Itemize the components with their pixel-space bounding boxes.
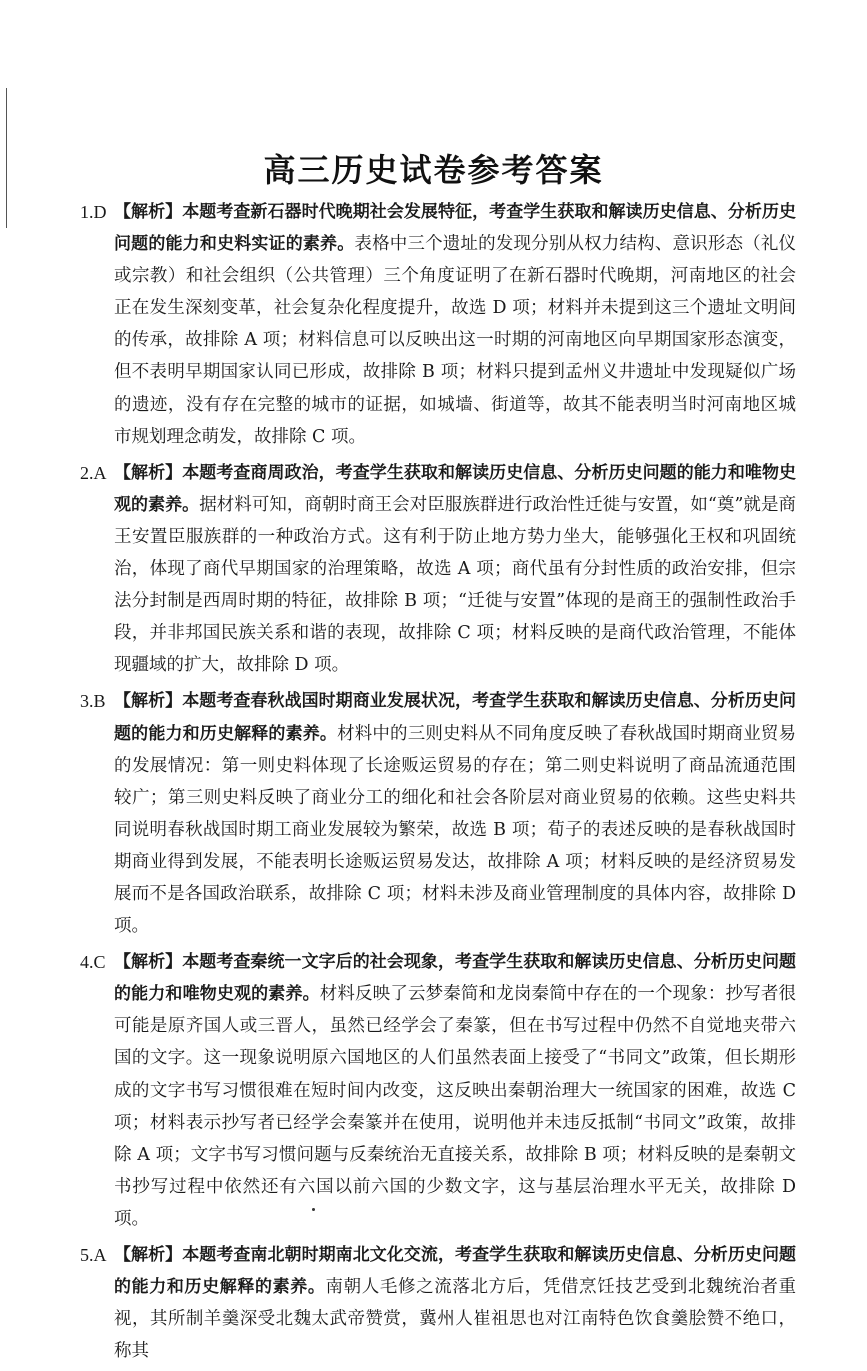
answer-text: 材料中的三则史料从不同角度反映了春秋战国时期商业贸易的发展情况：第一则史料体现了长途贩运贸易的存在；第二则史料说明了商品流通范围较广；第三则史料反映了商业分工的细化和社会各阶层对商业贸易的依赖。这些史料共同说明春秋战国时期工商业发展较为繁荣，故选 B 项；荀子的表述反映的是春秋战国时期商业得到发展，不能表明长途贩运贸易发达，故排除 A 项；材料反映的是经济贸易发展而不是各国政治联系，故排除 C 项；材料未涉及商业管理制度的具体内容，故排除 D 项。 <box>114 723 797 937</box>
answer-number: 1.D <box>80 202 107 222</box>
answer-intro: 本题考查秦统一文字后的社会现象，考查学生获取和解读历史信息、分析历史问题的能力和唯物史观的素养。 <box>114 952 797 1005</box>
answer-number: 2.A <box>80 462 107 483</box>
answer-item-3 <box>80 685 796 942</box>
answer-number: 4.C <box>80 952 106 973</box>
answer-text: 表格中三个遗址的发现分别从权力结构、意识形态（礼仪或宗教）和社会组织（公共管理）三个角度证明了在新石器时代晚期，河南地区的社会正在发生深刻变革，社会复杂化程度提升，故选 D 项；材料并未提到这三个遗址文明间的传承，故排除 A 项；材料信息可以反映出这一时期的河南地区向早期国家形态演变，但不表明早期国家认同已形成，故排除 B 项；材料只提到孟州义井遗址中发现疑似广场的遗迹，没有存在完整的城市的证据，如城墙、街道等，故其不能表明当时河南地区城市规划理念萌发，故排除 C 项。 <box>114 234 797 447</box>
answer-intro: 本题考查商周政治，考查学生获取和解读历史信息、分析历史问题的能力和唯物史观的素养。 <box>114 462 797 515</box>
page-title: 高三历史试卷参考答案 <box>263 151 604 190</box>
page-mark <box>312 1208 315 1211</box>
answer-text: 材料反映了云梦秦简和龙岗秦简中存在的一个现象：抄写者很可能是原齐国人或三晋人，虽然已经学会了秦篆，但在书写过程中仍然不自觉地夹带六国的文字。这一现象说明原六国地区的人们虽然表面上接受了“书同文”政策，但长期形成的文字书写习惯很难在短时间内改变，这反映出秦朝治理大一统国家的困难，故选 C 项；材料表示抄写者已经学会秦篆并在使用，说明他并未违反抵制“书同文”政策，故排除 A 项；文字书写习惯问题与反秦统治无直接关系，故排除 B 项；材料反映的是秦朝文书抄写过程中依然还有六国以前六国的少数文字，这与基层治理水平无关，故排除 D 项。 <box>114 984 797 1229</box>
answer-item-2 <box>80 457 796 682</box>
answer-intro: 本题考查南北朝时期南北文化交流，考查学生获取和解读历史信息、分析历史问题的能力和历史解释的素养。 <box>114 1245 797 1298</box>
answer-list <box>80 196 796 1371</box>
answer-intro: 本题考查春秋战国时期商业发展状况，考查学生获取和解读历史信息、分析历史问题的能力和历史解释的素养。 <box>114 691 797 744</box>
analysis-tag: 【解析】 <box>114 462 183 483</box>
analysis-tag: 【解析】 <box>114 1245 183 1265</box>
analysis-tag: 【解析】 <box>114 202 183 222</box>
analysis-tag: 【解析】 <box>114 952 183 973</box>
answer-number: 3.B <box>80 691 106 712</box>
answer-text: 南朝人毛修之流落北方后，凭借烹饪技艺受到北魏统治者重视，其所制羊羹深受北魏太武帝赞赏，冀州人崔祖思也对江南特色饮食羹脍赞不绝口，称其 <box>114 1277 797 1362</box>
answer-item-5 <box>80 1239 796 1367</box>
answer-item-1 <box>80 196 796 453</box>
answer-text: 据材料可知，商朝时商王会对臣服族群进行政治性迁徙与安置，如“奠”就是商王安置臣服族群的一种政治方式。这有利于防止地方势力坐大，能够强化王权和巩固统治，体现了商代早期国家的治理策略，故选 A 项；商代虽有分封性质的政治安排，但宗法分封制是西周时期的特征，故排除 B 项；“迁徙与安置”体现的是商王的强制性政治手段，并非邦国民族关系和谐的表现，故排除 C 项；材料反映的是商代政治管理，不能体现疆域的扩大，故排除 D 项。 <box>114 494 797 676</box>
analysis-tag: 【解析】 <box>114 691 183 712</box>
answer-intro: 本题考查新石器时代晚期社会发展特征，考查学生获取和解读历史信息、分析历史问题的能力和史料实证的素养。 <box>114 202 797 255</box>
answer-number: 5.A <box>80 1245 107 1265</box>
answer-item-4 <box>80 946 796 1235</box>
